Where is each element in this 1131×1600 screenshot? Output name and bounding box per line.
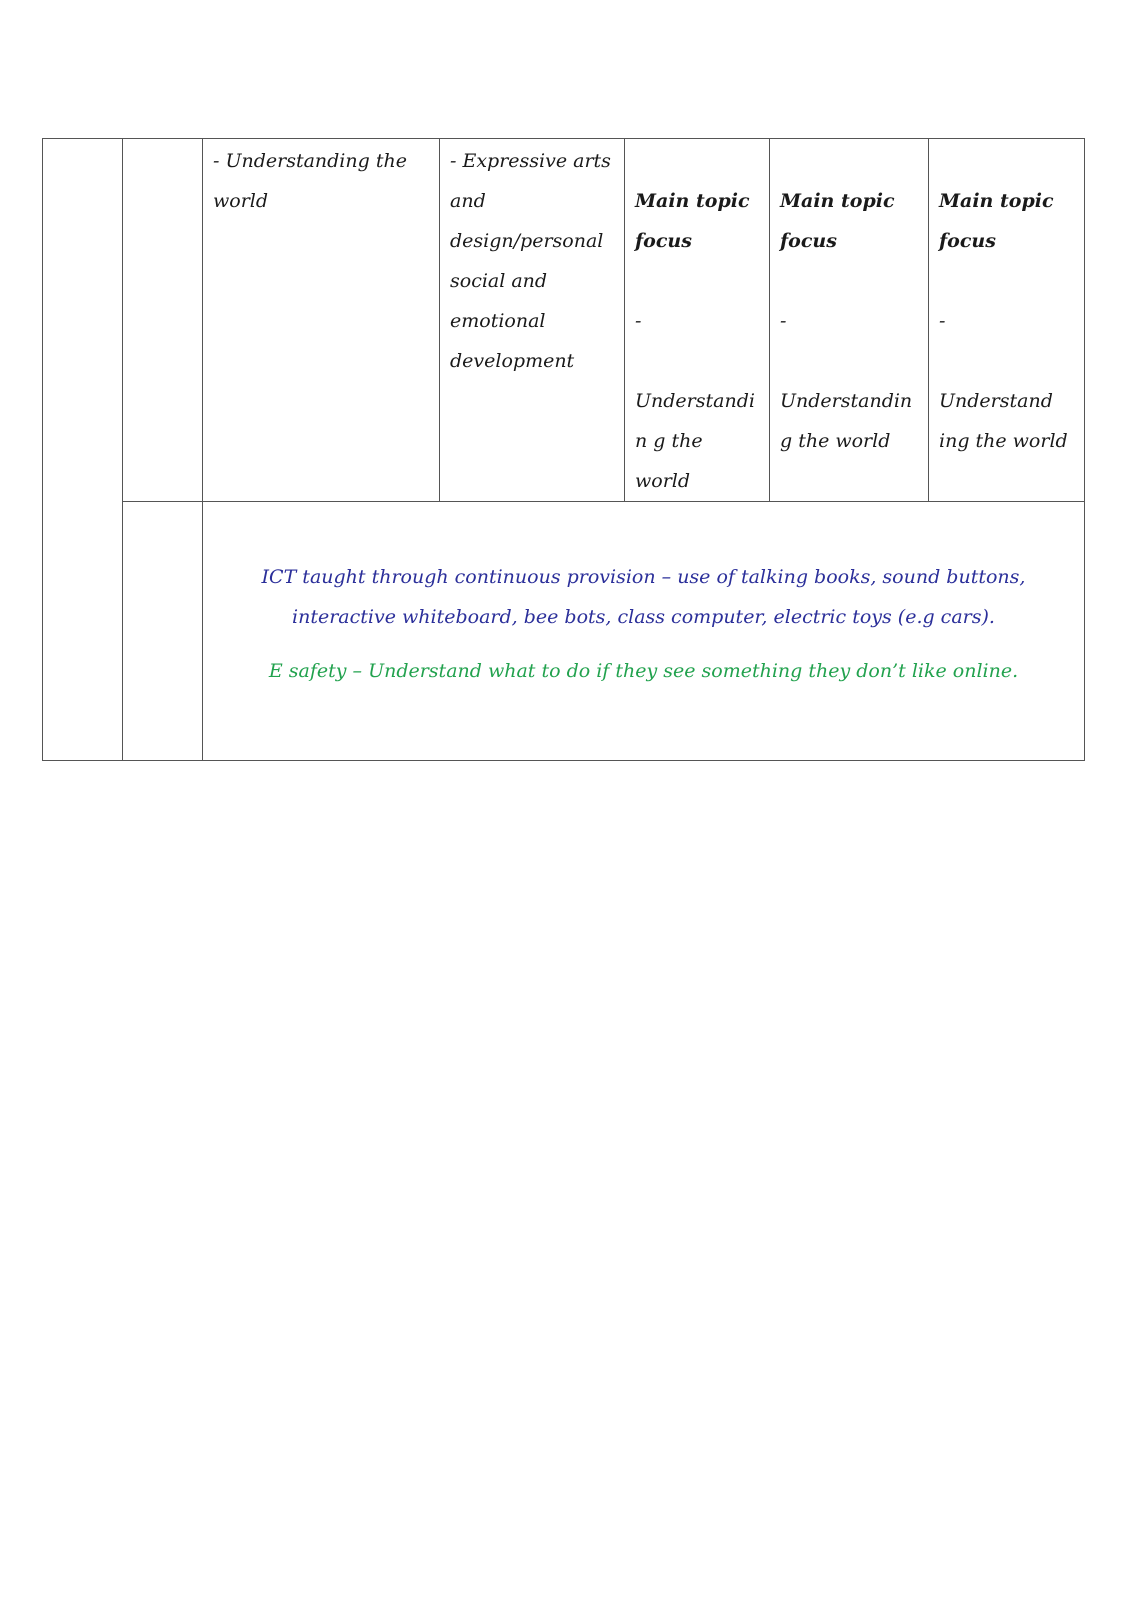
ict-content <box>203 502 1084 691</box>
cell-main-topic-focus <box>929 139 1084 461</box>
cell-dash: - <box>780 310 787 332</box>
table-cell <box>770 139 929 502</box>
table-cell <box>440 139 625 502</box>
cell-dash: - <box>939 310 946 332</box>
cell-dash: - <box>635 310 642 332</box>
cell-heading: Main topic focus <box>635 190 750 252</box>
cell-body: Understandin g the world <box>635 390 755 492</box>
table-row <box>43 139 1085 502</box>
ict-line-2: interactive whiteboard, bee bots, class computer, electric toys (e.g cars). <box>292 606 995 628</box>
table-row <box>43 502 1085 761</box>
table-cell <box>625 139 770 502</box>
cell-main-topic-focus <box>625 139 769 501</box>
table-cell <box>929 139 1085 502</box>
curriculum-table <box>42 138 1085 761</box>
cell-body: Understand ing the world <box>939 390 1068 452</box>
esafety-line: E safety – Understand what to do if they see something they don’t like online. <box>268 660 1019 682</box>
cell-text-understanding-world: - Understanding the world <box>213 150 407 212</box>
cell-body: Understanding the world <box>780 390 913 452</box>
cell-heading: Main topic focus <box>780 190 895 252</box>
table-cell <box>203 139 440 502</box>
cell-heading: Main topic focus <box>939 190 1054 252</box>
cell-main-topic-focus <box>770 139 928 461</box>
ict-cell <box>203 502 1085 761</box>
cell-text-expressive-arts: - Expressive arts and design/personal social and emotional development <box>450 150 611 372</box>
ict-line-1: ICT taught through continuous provision – use of talking books, sound buttons, <box>261 566 1026 588</box>
empty-cell-col2 <box>123 502 203 761</box>
empty-cell-col2 <box>123 139 203 502</box>
empty-cell-col1 <box>43 139 123 761</box>
